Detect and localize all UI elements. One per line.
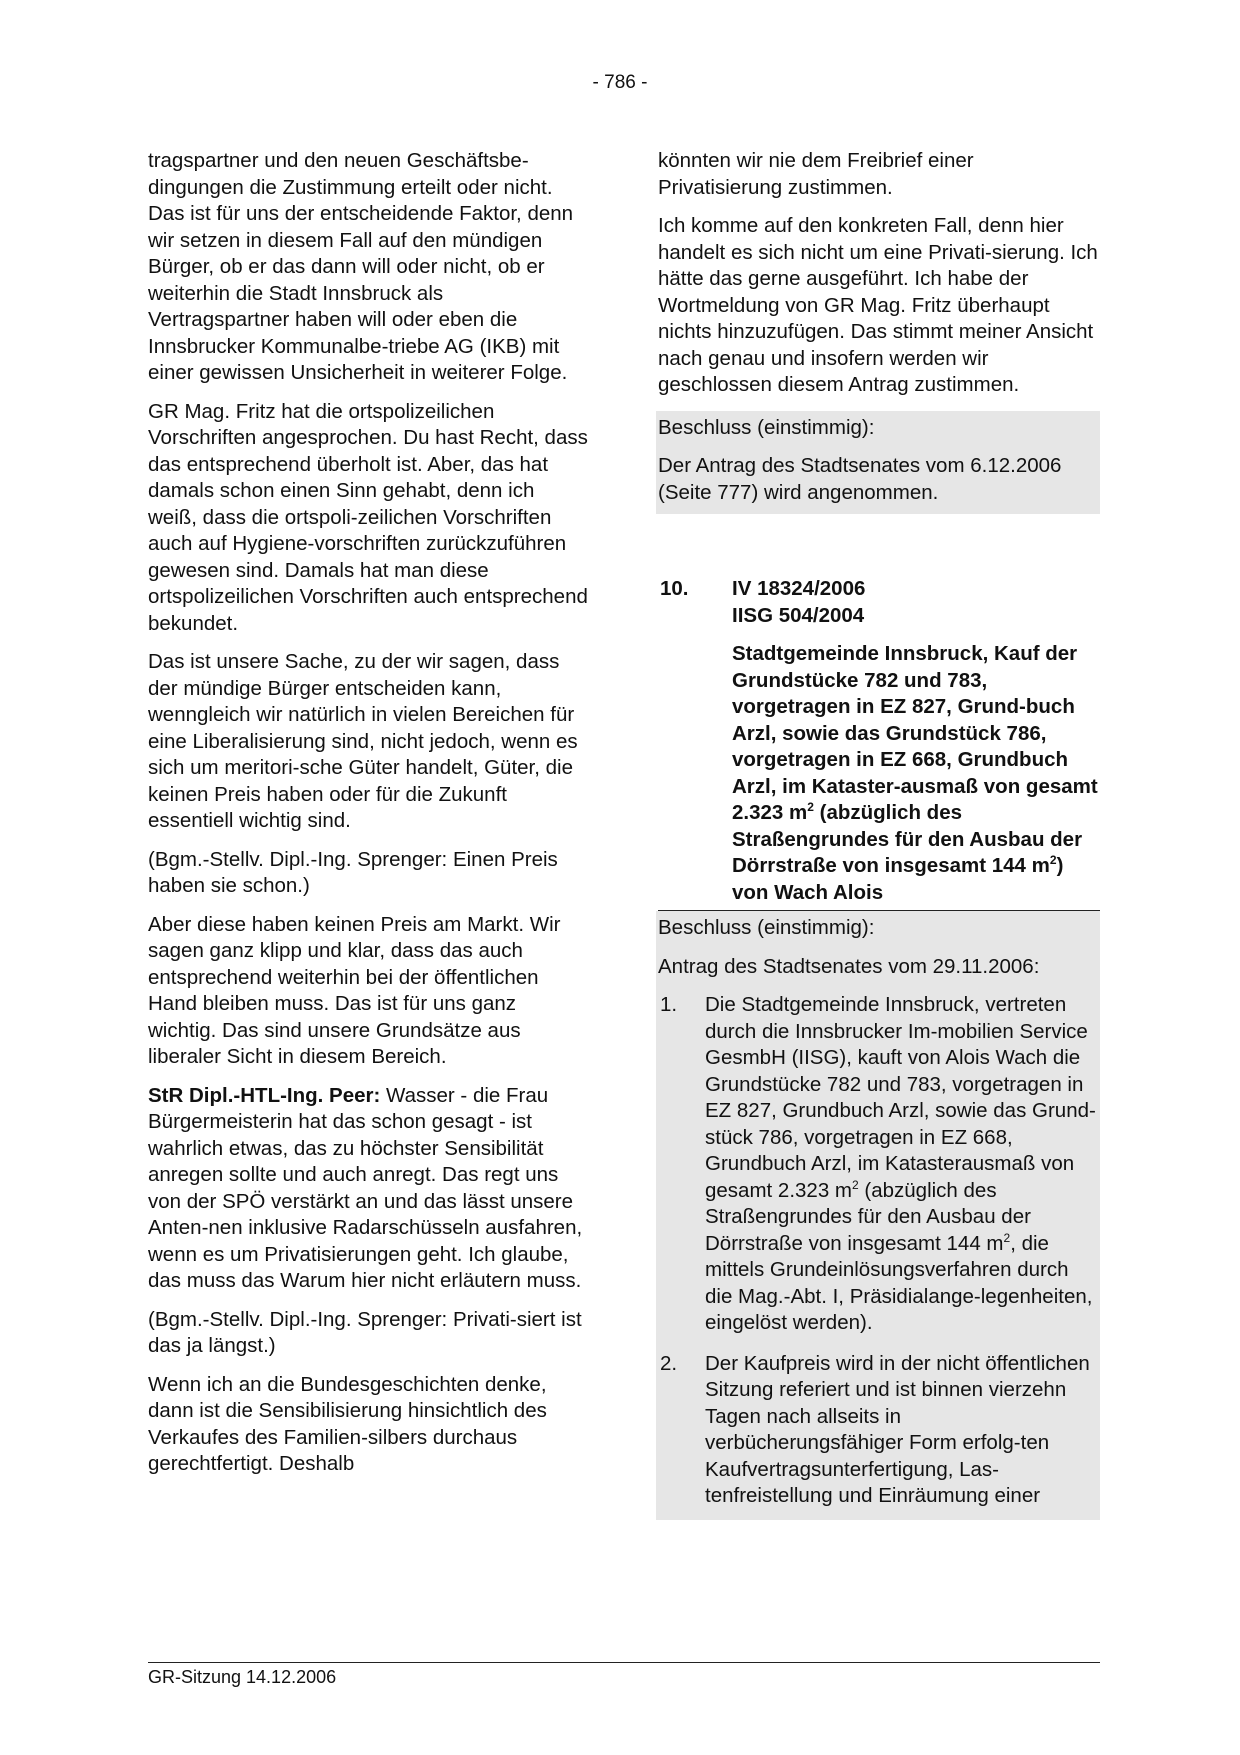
- paragraph: Das ist unsere Sache, zu der wir sagen, dass der mündige Bürger entscheiden kann, wenngleich wir natürlich in vielen Bereichen für eine Liberalisierung sind, nicht jedoch, wenn es sich um meritori-sche Güter handelt, Güter, die keinen Preis haben oder für die Zukunft essentiell wichtig sind.: [148, 650, 578, 832]
- agenda-code: IV 18324/2006: [732, 577, 866, 600]
- right-column: [658, 148, 1100, 1520]
- paragraph: Wenn ich an die Bundesgeschichten denke, dann ist die Sensibilisierung hinsichtlich des Verkaufes des Familien-silbers durchaus gerechtfertigt. Deshalb: [148, 1372, 547, 1475]
- resolution-block: [656, 411, 1100, 515]
- list-number: 2.: [660, 1351, 678, 1375]
- list-item: 2. Der Kaufpreis wird in der nicht öffentlichen Sitzung referiert und ist binnen vierzehn Tagen nach allseits in verbücherungsfähiger Form erfolg-ten Kaufvertragsunterfertigung, Las-tenfreistellung und Einräumung einer: [660, 1351, 1090, 1507]
- page-number: - 786 -: [592, 72, 648, 93]
- paragraph: Ich komme auf den konkreten Fall, denn hier handelt es sich nicht um eine Privati-sierung. Ich hätte das gerne ausgeführt. Ich habe der Wortmeldung von GR Mag. Fritz überhaupt nichts hinzuzufügen. Das stimmt meiner Ansicht nach genau und insofern werden wir geschlossen diesem Antrag zustimmen.: [658, 214, 1098, 396]
- speaker-paragraph: [148, 1083, 588, 1295]
- resolution-label: Beschluss (einstimmig):: [658, 415, 875, 439]
- speaker-text: Wasser - die Frau Bürgermeisterin hat das schon gesagt - ist wahrlich etwas, das zu höchster Sensibilität anregen sollte und auch anregt. Das regt uns von der SPÖ verstärkt an und das lässt unsere Anten-nen inklusive Radarschüsseln ausfahren, wenn es um Privatisierungen geht. Ich glaube, das muss das Warum hier nicht erläutern muss.: [148, 1083, 583, 1292]
- agenda-number: 10.: [660, 577, 689, 600]
- resolution-text: Der Antrag des Stadtsenates vom 6.12.2006 (Seite 777) wird angenommen.: [658, 454, 1062, 504]
- resolution-intro: Antrag des Stadtsenates vom 29.11.2006:: [658, 954, 1040, 978]
- list-item: 1. Die Stadtgemeinde Innsbruck, vertreten durch die Innsbrucker Im-mobilien Service GesmbH (IISG), kauft von Alois Wach die Grundstücke 782 und 783, vorgetragen in EZ 827, Grundbuch Arzl, sowie das Grund-stück 786, vorgetragen in EZ 668, Grundbuch Arzl, im Katasterausmaß von gesamt 2.323 $m^2$ (abzüglich des Straßengrundes für den Ausbau der Dörrstraße von insgesamt 144 $m^2$, die mittels Grundeinlösungsverfahren durch die Mag.-Abt. I, Präsidialange-legenheiten, eingelöst werden).: [660, 993, 1096, 1334]
- paragraph: Aber diese haben keinen Preis am Markt. Wir sagen ganz klipp und klar, dass das auch entsprechend weiterhin bei der öffentlichen Hand bleiben muss. Das ist für uns ganz wichtig. Das sind unsere Grundsätze aus liberaler Sicht in diesem Bereich.: [148, 912, 561, 1068]
- left-column: [148, 148, 588, 1490]
- list-number: 1.: [660, 993, 678, 1016]
- resolution-list: [658, 988, 1096, 1520]
- agenda-title: Stadtgemeinde Innsbruck, Kauf der Grundstücke 782 und 783, vorgetragen in EZ 827, Grund-buch Arzl, sowie das Grundstück 786, vorgetragen in EZ 668, Grundbuch Arzl, im Kataster-ausmaß von gesamt 2.323 $m^2$ (abzüglich des Straßengrundes für den Ausbau der Dörrstraße von insgesamt 144 $m^2$) von Wach Alois: [732, 642, 1098, 904]
- speaker-name: StR Dipl.-HTL-Ing. Peer:: [148, 1083, 381, 1107]
- footer-text: GR-Sitzung 14.12.2006: [148, 1667, 337, 1687]
- resolution-label: Beschluss (einstimmig):: [658, 916, 875, 939]
- agenda-codes: [732, 576, 1100, 629]
- paragraph: GR Mag. Fritz hat die ortspolizeilichen Vorschriften angesprochen. Du hast Recht, dass das entsprechend überholt ist. Aber, das hat damals schon einen Sinn gehabt, denn ich weiß, dass die ortspoli-zeilichen Vorschriften auch auf Hygiene-vorschriften zurückzuführen gewesen sind. Damals hat man diese ortspolizeilichen Vorschriften auch entsprechend bekundet.: [148, 399, 588, 635]
- interjection: (Bgm.-Stellv. Dipl.-Ing. Sprenger: Einen Preis haben sie schon.): [148, 847, 558, 897]
- agenda-item: [658, 576, 1100, 910]
- paragraph: könnten wir nie dem Freibrief einer Privatisierung zustimmen.: [658, 149, 974, 199]
- paragraph: tragspartner und den neuen Geschäftsbe-dingungen die Zustimmung erteilt oder nicht. Das ist für uns der entscheidende Faktor, denn wir setzen in diesem Fall auf den mündigen Bürger, ob er das dann will oder nicht, ob er weiterhin die Stadt Innsbruck als Vertragspartner haben will oder eben die Innsbrucker Kommunalbe-triebe AG (IKB) mit einer gewissen Unsicherheit in weiterer Folge.: [148, 149, 574, 384]
- resolution-block: [656, 911, 1100, 1520]
- interjection: (Bgm.-Stellv. Dipl.-Ing. Sprenger: Privati-siert ist das ja längst.): [148, 1307, 582, 1357]
- footer-divider: [148, 1662, 1100, 1663]
- agenda-code: IISG 504/2004: [732, 603, 865, 627]
